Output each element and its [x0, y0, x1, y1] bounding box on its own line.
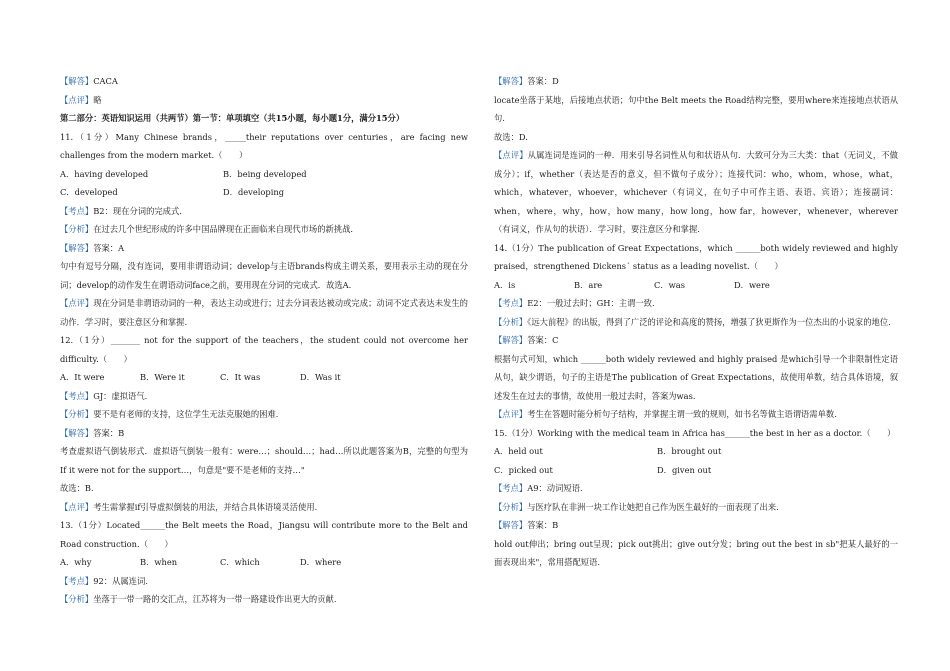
line-text: 12.（1分）_______ not for the support of the teachers，the student could not overcome her difficulty.（ ） [60, 335, 468, 364]
option: B．Were it [140, 372, 185, 382]
line-text: 答案：A [93, 242, 125, 253]
option: D．where [300, 557, 342, 567]
annotation-line [60, 405, 468, 424]
line-text: B2：现在分词的完成式. [93, 205, 182, 216]
annotation-line [494, 405, 898, 424]
annotation-tag: 【点评】 [60, 501, 94, 512]
option: C．which [220, 557, 260, 567]
line-text: 要不是有老师的支持，这位学生无法克服她的困难. [93, 409, 279, 419]
annotation-tag: 【考点】 [60, 390, 94, 401]
option: B．brought out [657, 446, 722, 456]
annotation-tag: 【点评】 [60, 298, 94, 308]
text-line [60, 479, 468, 498]
line-text: 答案：D [527, 76, 559, 86]
annotation-line [60, 498, 468, 517]
line-text: 坐落于一带一路的交汇点，江苏将为一带一路建设作出更大的贡献. [93, 594, 337, 604]
option-row [494, 442, 898, 461]
annotation-tag: 【解答】 [494, 335, 528, 345]
option: B．when [140, 557, 178, 567]
line-text: 在过去几个世纪形成的许多中国品牌现在正面临来自现代市场的新挑战. [93, 224, 354, 234]
option-row [494, 276, 898, 295]
annotation-line [60, 572, 468, 591]
line-text: 14.（1分）The publication of Great Expectations，which ______both widely reviewed and highly praised，strengthened Dickens´ status as a leading novelist.（ ） [494, 242, 898, 271]
option-row [60, 553, 468, 572]
text-line [60, 257, 468, 294]
option-row [494, 461, 898, 480]
option: D．developing [223, 187, 285, 197]
text-line [494, 424, 898, 443]
annotation-line [60, 239, 468, 258]
line-text: E2：一般过去时；GH：主谓一致. [527, 298, 655, 308]
line-text: 与医疗队在非洲一块工作让她把自己作为医生最好的一面表现了出来. [527, 501, 779, 512]
annotation-line [494, 331, 898, 350]
line-text: 考查虚拟语气倒装形式．虚拟语气倒装一般有：were…；should…；had…所以此题答案为B，完整的句型为If it were not for the support…，句意是"要不是老师的支持…" [60, 446, 468, 475]
option: A．It were [60, 372, 105, 382]
annotation-tag: 【点评】 [494, 409, 528, 419]
line-text: 根据句式可知，which ______both widely reviewed and highly praised 是which引导一个非限制性定语从句，缺少谓语，句子的主语是The publication of Great Expectations，故使用单数，结合具体语境，叙述发生在过去的事情，故使用一般过去时，答案为was. [494, 353, 898, 401]
option: A．held out [494, 446, 543, 456]
line-text: 略 [93, 94, 102, 105]
line-text: locate坐落于某地，后接地点状语；句中the Belt meets the Road结构完整，要用where来连接地点状语从句. [494, 94, 898, 123]
annotation-tag: 【分析】 [60, 224, 94, 234]
annotation-line [60, 294, 468, 331]
text-line [494, 535, 898, 572]
option: C．picked out [494, 464, 553, 475]
option: C．It was [220, 372, 261, 382]
line-text: 故选：D. [494, 131, 528, 142]
annotation-tag: 【考点】 [494, 483, 528, 493]
right-column [494, 72, 898, 572]
annotation-tag: 【解答】 [60, 242, 94, 253]
text-line [494, 239, 898, 276]
annotation-tag: 【考点】 [60, 205, 94, 216]
option-row [60, 165, 468, 184]
option: D．given out [657, 464, 712, 475]
text-line [494, 128, 898, 147]
line-text: GJ：虚拟语气. [93, 390, 148, 401]
line-text: 11.（1分）Many Chinese brands，_____their reputations over centuries，are facing new challenges from the modern market.（ ） [60, 131, 468, 160]
option: D．Was it [300, 372, 341, 382]
text-line [60, 516, 468, 553]
line-text: 《远大前程》的出版，得到了广泛的评论和高度的赞扬，增强了狄更斯作为一位杰出的小说家的地位. [527, 316, 891, 327]
annotation-line [60, 220, 468, 239]
line-text: 第二部分：英语知识运用（共两节）第一节：单项填空（共15小题，每小题1分，满分15分） [60, 113, 405, 123]
text-line [60, 331, 468, 368]
annotation-tag: 【考点】 [494, 298, 528, 308]
annotation-tag: 【考点】 [60, 575, 94, 586]
line-text: 答案：B [527, 520, 559, 530]
annotation-line [60, 72, 468, 91]
annotation-line [60, 590, 468, 609]
line-text: 15.（1分）Working with the medical team in Africa has______the best in her as a doctor.（ ） [494, 427, 896, 438]
annotation-tag: 【解答】 [60, 427, 94, 438]
annotation-line [494, 294, 898, 313]
text-line [60, 128, 468, 165]
option: D．were [734, 279, 770, 290]
line-text: 句中有逗号分隔，没有连词，要用非谓语动词；develop与主语brands构成主谓关系，要用表示主动的现在分词；develop的动作发生在谓语动词face之前，要用现在分词的完成式．故选A. [60, 261, 468, 290]
option: C．developed [60, 187, 118, 197]
annotation-line [60, 91, 468, 110]
section-heading [60, 109, 468, 128]
annotation-line [494, 479, 898, 498]
line-text: 故选：B. [60, 483, 94, 493]
annotation-tag: 【解答】 [494, 76, 528, 86]
line-text: hold out伸出；bring out呈现；pick out挑出；give out分发；bring out the best in sb"把某人最好的一面表现出来"，常用搭配短语. [494, 538, 898, 567]
annotation-tag: 【分析】 [494, 316, 528, 327]
option-row [60, 183, 468, 202]
line-text: A9：动词短语. [527, 483, 583, 493]
line-text: 考生在答题时能分析句子结构，并掌握主谓一致的规则，如书名等做主语谓语需单数. [527, 409, 837, 419]
option: A．having developed [60, 168, 149, 179]
annotation-tag: 【分析】 [60, 409, 94, 419]
line-text: 现在分词是非谓语动词的一种，表达主动或进行；过去分词表达被动或完成；动词不定式表达未发生的动作．学习时，要注意区分和掌握. [60, 298, 468, 327]
annotation-tag: 【解答】 [60, 76, 94, 86]
annotation-line [494, 313, 898, 332]
line-text: CACA [93, 76, 118, 86]
annotation-line [494, 72, 898, 91]
annotation-line [494, 146, 898, 239]
option: C．was [654, 279, 685, 290]
option: B．are [574, 279, 603, 290]
annotation-tag: 【点评】 [60, 94, 94, 105]
annotation-line [494, 516, 898, 535]
text-line [494, 91, 898, 128]
option-row [60, 368, 468, 387]
option: A．is [494, 279, 516, 290]
left-column [60, 72, 468, 609]
annotation-line [494, 498, 898, 517]
annotation-line [60, 387, 468, 406]
line-text: 答案：C [527, 335, 559, 345]
line-text: 从属连词是连词的一种．用来引导名词性从句和状语从句．大致可分为三大类：that（无词义，不做成分）；if，whether（表达是否的意义，但不做句子成分）；连接代词：who，whom，whose，what，which，whatever，whoever，whichever（有词义，在句子中可作主语、表语、宾语）；连接副词：when，where，why，how，how many，how long，how far，however，whenever，wherever（有词义，作从句的状语）．学习时，要注意区分和掌握. [494, 150, 898, 234]
text-line [494, 350, 898, 406]
annotation-line [60, 202, 468, 221]
option: A．why [60, 557, 92, 567]
annotation-tag: 【解答】 [494, 520, 528, 530]
annotation-tag: 【分析】 [60, 594, 94, 604]
line-text: 考生需掌握if引导虚拟倒装的用法，并结合具体语境灵活使用. [93, 501, 318, 512]
line-text: 13.（1分）Located______the Belt meets the Road，Jiangsu will contribute more to the Belt and Road construction.（ ） [60, 520, 468, 549]
option: B．being developed [223, 168, 307, 179]
annotation-line [60, 424, 468, 443]
annotation-tag: 【分析】 [494, 501, 528, 512]
text-line [60, 442, 468, 479]
annotation-tag: 【点评】 [494, 150, 528, 160]
line-text: 答案：B [93, 427, 125, 438]
line-text: 92：从属连词. [93, 575, 148, 586]
